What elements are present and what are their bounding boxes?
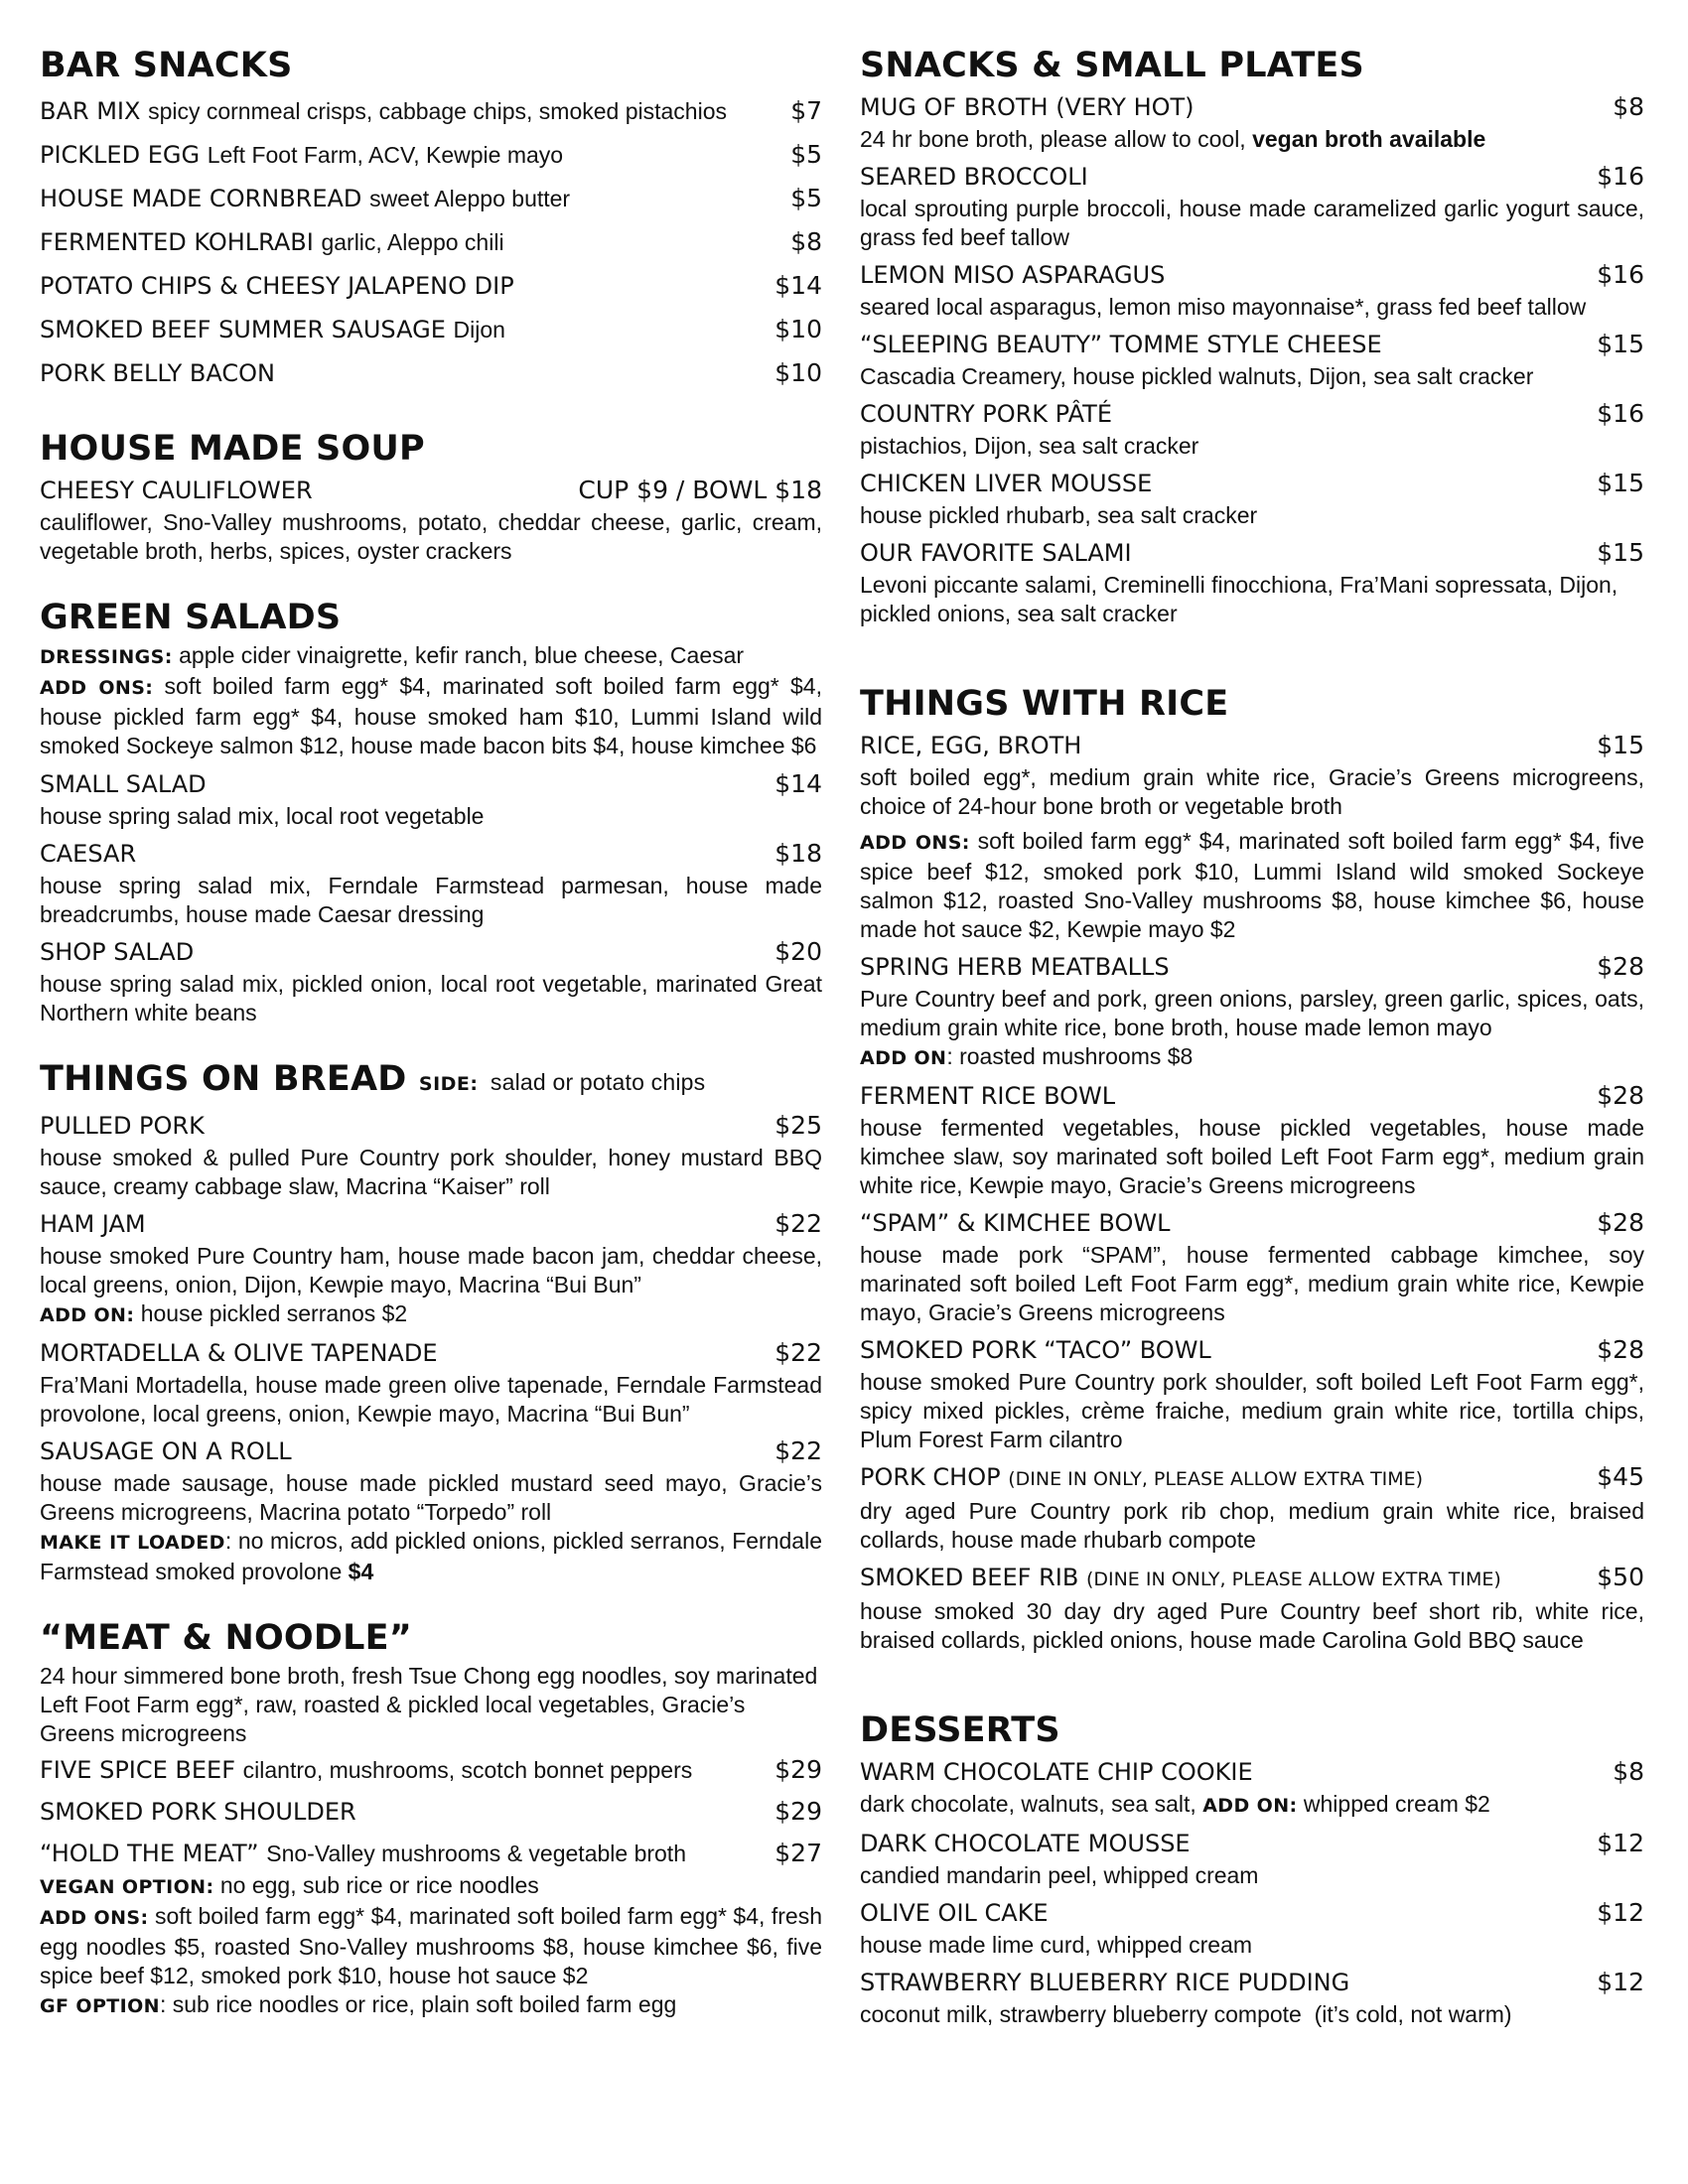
item-name: “SLEEPING BEAUTY” TOMME STYLE CHEESE <box>860 331 1382 358</box>
noodle-section <box>40 1616 822 2021</box>
menu-item <box>40 177 822 220</box>
item-name: POTATO CHIPS & CHEESY JALAPENO DIP <box>40 272 514 300</box>
item-price: $29 <box>774 1797 822 1826</box>
gf-label: GF OPTION <box>40 1995 160 2017</box>
item-description: house fermented vegetables, house pickled vegetables, house made kimchee slaw, soy marinated soft boiled Left Foot Farm egg*, medium grain white rice, Kewpie mayo, Gracie’s Greens microgreens <box>860 1115 1644 1198</box>
item-description: pistachios, Dijon, sea salt cracker <box>860 433 1199 459</box>
item-name: LEMON MISO ASPARAGUS <box>860 261 1166 289</box>
item-description: house smoked Pure Country pork shoulder, soft boiled Left Foot Farm egg*, spicy mixed pickles, crème fraiche, medium grain white rice, tortilla chips, Plum Forest Farm cilantro <box>860 1369 1644 1452</box>
item-price: $22 <box>774 1436 822 1465</box>
section-title: DESSERTS <box>860 1710 1060 1750</box>
menu-item <box>860 1965 1644 2029</box>
item-name: COUNTRY PORK PÂTÉ <box>860 400 1112 428</box>
item-inline-desc: Sno-Valley mushrooms & vegetable broth <box>266 1841 686 1866</box>
menu-item <box>860 1826 1644 1890</box>
item-price: $15 <box>1597 731 1644 759</box>
item-name: SMOKED PORK SHOULDER <box>40 1798 356 1826</box>
item-price: $27 <box>774 1839 822 1867</box>
menu-item <box>40 934 822 1027</box>
section-title: GREEN SALADS <box>40 598 342 637</box>
menu-item <box>860 1332 1644 1454</box>
note-label: ADD ON <box>860 1047 947 1069</box>
vegan-text: no egg, sub rice or rice noodles <box>219 1872 539 1898</box>
item-description: seared local asparagus, lemon miso mayonnaise*, grass fed beef tallow <box>860 294 1587 320</box>
item-name: PULLED PORK <box>40 1112 205 1140</box>
item-name: “SPAM” & KIMCHEE BOWL <box>860 1209 1171 1237</box>
item-description: house made pork “SPAM”, house fermented cabbage kimchee, soy marinated soft boiled Left Foot Farm egg*, medium grain white rice, Kewpie mayo, Gracie’s Greens microgreens <box>860 1242 1644 1325</box>
menu-item <box>40 264 822 308</box>
menu-item <box>40 1108 822 1201</box>
item-price: $15 <box>1597 469 1644 497</box>
menu-item <box>860 1560 1644 1655</box>
note-price: $4 <box>348 1559 374 1584</box>
item-name: FIVE SPICE BEEF <box>40 1756 236 1784</box>
item-price: $25 <box>774 1111 822 1140</box>
menu-item <box>40 766 822 831</box>
item-price: $15 <box>1597 330 1644 358</box>
menu-item <box>860 1459 1644 1555</box>
dressings-note <box>40 641 822 672</box>
bar-snacks-section <box>40 44 822 395</box>
item-inline-desc: sweet Aleppo butter <box>369 186 571 211</box>
item-price: CUP $9 / BOWL $18 <box>578 476 822 504</box>
item-description <box>860 1790 1644 1821</box>
item-name: SAUSAGE ON A ROLL <box>40 1437 292 1465</box>
item-name: MUG OF BROTH (VERY HOT) <box>860 93 1195 121</box>
note-text: : no micros, add pickled onions, pickled serranos, Ferndale Farmstead smoked provolone <box>40 1528 822 1584</box>
section-intro: 24 hour simmered bone broth, fresh Tsue Chong egg noodles, soy marinated Left Foot Farm egg*, raw, roasted & pickled local vegetables, Gracie’s Greens microgreens <box>40 1663 818 1746</box>
section-title: HOUSE MADE SOUP <box>40 429 425 469</box>
item-description: house spring salad mix, Ferndale Farmstead parmesan, house made breadcrumbs, house made Caesar dressing <box>40 873 822 927</box>
menu-item <box>860 466 1644 530</box>
item-price: $12 <box>1597 1968 1644 1996</box>
item-description: house spring salad mix, local root vegetable <box>40 803 485 829</box>
note-label: MAKE IT LOADED <box>40 1532 225 1554</box>
menu-item <box>40 1335 822 1429</box>
item-inline-desc: spicy cornmeal crisps, cabbage chips, smoked pistachios <box>148 98 727 124</box>
menu-item <box>860 327 1644 391</box>
item-price: $12 <box>1597 1898 1644 1927</box>
note-label: ADD ON: <box>40 1304 135 1326</box>
item-price: $22 <box>774 1209 822 1238</box>
item-name: CHEESY CAULIFLOWER <box>40 477 313 504</box>
menu-item <box>860 1205 1644 1327</box>
item-name: PICKLED EGG <box>40 141 201 169</box>
item-name: OUR FAVORITE SALAMI <box>860 539 1132 567</box>
item-name: RICE, EGG, BROTH <box>860 732 1082 759</box>
menu-item <box>860 1078 1644 1200</box>
rice-section <box>860 682 1644 1655</box>
menu-item <box>40 220 822 264</box>
item-inline-desc: garlic, Aleppo chili <box>321 229 504 255</box>
item-price: $28 <box>1597 952 1644 981</box>
addons-text: soft boiled farm egg* $4, marinated soft boiled farm egg* $4, house pickled farm egg* $4, house smoked ham $10, Lummi Island wild smoked Sockeye salmon $12, house made bacon bits $4, house kimchee $6 <box>40 673 822 758</box>
addons-label: ADD ONS: <box>40 1907 149 1929</box>
item-price: $16 <box>1597 162 1644 191</box>
item-name: WARM CHOCOLATE CHIP COOKIE <box>860 1758 1253 1786</box>
item-price: $12 <box>1597 1829 1644 1857</box>
section-title-text: THINGS ON BREAD <box>40 1059 407 1099</box>
desc-text: dark chocolate, walnuts, sea salt, <box>860 1791 1196 1817</box>
vegan-label: VEGAN OPTION: <box>40 1876 214 1898</box>
item-name: SEARED BROCCOLI <box>860 163 1088 191</box>
menu-item <box>40 1752 822 1788</box>
item-price: $20 <box>774 937 822 966</box>
item-inline-desc: Dijon <box>453 317 505 342</box>
section-title: THINGS WITH RICE <box>860 684 1229 724</box>
section-title <box>40 1057 822 1106</box>
item-price: $16 <box>1597 399 1644 428</box>
item-description: coconut milk, strawberry blueberry compote (it’s cold, not warm) <box>860 2001 1512 2027</box>
item-description: Pure Country beef and pork, green onions, parsley, green garlic, spices, oats, medium grain white rice, bone broth, house made lemon mayo <box>860 986 1644 1040</box>
item-name: PORK BELLY BACON <box>40 359 275 387</box>
item-qualifier: (DINE IN ONLY, PLEASE ALLOW EXTRA TIME) <box>1008 1468 1424 1490</box>
menu-item <box>40 1794 822 1830</box>
item-description: Fra’Mani Mortadella, house made green olive tapenade, Ferndale Farmstead provolone, local greens, onion, Kewpie mayo, Macrina “Bui Bun” <box>40 1372 822 1427</box>
note-text: : roasted mushrooms $8 <box>946 1043 1194 1069</box>
menu-item <box>860 396 1644 461</box>
item-name: STRAWBERRY BLUEBERRY RICE PUDDING <box>860 1969 1350 1996</box>
item-price: $28 <box>1597 1081 1644 1110</box>
section-title: “MEAT & NOODLE” <box>40 1618 412 1658</box>
item-name: FERMENTED KOHLRABI <box>40 228 314 256</box>
item-name: PORK CHOP <box>860 1463 1001 1491</box>
item-description: local sprouting purple broccoli, house made caramelized garlic yogurt sauce, grass fed beef tallow <box>860 196 1644 250</box>
right-column <box>860 44 1644 2034</box>
addons-note <box>40 1902 822 1990</box>
item-name: DARK CHOCOLATE MOUSSE <box>860 1830 1191 1857</box>
desserts-section <box>860 1708 1644 2029</box>
item-name: CAESAR <box>40 840 137 868</box>
desc-bold: vegan broth available <box>1252 126 1486 152</box>
item-price: $5 <box>790 184 822 212</box>
item-name: SPRING HERB MEATBALLS <box>860 953 1170 981</box>
addons-text: soft boiled farm egg* $4, marinated soft boiled farm egg* $4, fresh egg noodles $5, roasted Sno-Valley mushrooms $8, house kimchee $6, five spice beef $12, smoked pork $10, house hot sauce $2 <box>40 1903 822 1988</box>
item-description: Cascadia Creamery, house pickled walnuts, Dijon, sea salt cracker <box>860 363 1534 389</box>
item-price: $50 <box>1597 1563 1644 1591</box>
item-name: SMOKED BEEF RIB <box>860 1564 1079 1591</box>
item-price: $14 <box>774 271 822 300</box>
menu-item <box>860 728 1644 944</box>
vegan-option <box>40 1871 822 1902</box>
item-inline-desc: Left Foot Farm, ACV, Kewpie mayo <box>207 142 564 168</box>
salads-section <box>40 596 822 1027</box>
item-price: $7 <box>790 96 822 125</box>
dressings-text: apple cider vinaigrette, kefir ranch, blue cheese, Caesar <box>179 642 745 668</box>
menu-item <box>40 133 822 177</box>
item-price: $8 <box>790 227 822 256</box>
menu-item <box>40 308 822 351</box>
small-plates-section <box>860 44 1644 628</box>
menu-item <box>860 159 1644 252</box>
menu-item <box>40 1206 822 1330</box>
desc-label: ADD ON: <box>1202 1795 1298 1817</box>
item-description: house made lime curd, whipped cream <box>860 1932 1253 1958</box>
item-note <box>40 1299 822 1330</box>
item-name: HOUSE MADE CORNBREAD <box>40 185 362 212</box>
menu-item <box>40 836 822 929</box>
item-price: $14 <box>774 769 822 798</box>
item-description: candied mandarin peel, whipped cream <box>860 1862 1259 1888</box>
item-price: $5 <box>790 140 822 169</box>
side-label: SIDE: <box>418 1073 479 1095</box>
addons-note <box>40 672 822 760</box>
item-name: OLIVE OIL CAKE <box>860 1899 1049 1927</box>
item-price: $28 <box>1597 1335 1644 1364</box>
gf-option <box>40 1990 822 2021</box>
soup-section <box>40 427 822 566</box>
bread-section <box>40 1057 822 1586</box>
item-price: $15 <box>1597 538 1644 567</box>
item-price: $8 <box>1613 92 1644 121</box>
addons-label: ADD ONS: <box>40 677 154 699</box>
item-name: MORTADELLA & OLIVE TAPENADE <box>40 1339 438 1367</box>
item-name: FERMENT RICE BOWL <box>860 1082 1116 1110</box>
item-description: house smoked & pulled Pure Country pork shoulder, honey mustard BBQ sauce, creamy cabbage slaw, Macrina “Kaiser” roll <box>40 1145 822 1199</box>
item-description <box>860 125 1644 154</box>
dressings-label: DRESSINGS: <box>40 646 173 668</box>
item-qualifier: (DINE IN ONLY, PLEASE ALLOW EXTRA TIME) <box>1085 1569 1501 1590</box>
item-description: soft boiled egg*, medium grain white rice, Gracie’s Greens microgreens, choice of 24-hour bone broth or vegetable broth <box>860 764 1644 819</box>
side-text: salad or potato chips <box>490 1069 706 1095</box>
item-price: $28 <box>1597 1208 1644 1237</box>
item-name: SMALL SALAD <box>40 770 207 798</box>
item-description: house smoked 30 day dry aged Pure Country beef short rib, white rice, braised collards, pickled onions, house made Carolina Gold BBQ sauce <box>860 1598 1644 1653</box>
note-text: house pickled serranos $2 <box>140 1300 408 1326</box>
menu-item <box>40 473 822 508</box>
item-note <box>40 1527 822 1586</box>
item-name: “HOLD THE MEAT” <box>40 1840 259 1867</box>
menu-item <box>860 257 1644 322</box>
item-price: $10 <box>774 315 822 343</box>
item-note <box>860 1042 1644 1073</box>
item-name: SMOKED PORK “TACO” BOWL <box>860 1336 1211 1364</box>
item-description: Levoni piccante salami, Creminelli finocchiona, Fra’Mani sopressata, Dijon, pickled onions, sea salt cracker <box>860 572 1618 626</box>
item-note <box>860 827 1644 944</box>
menu-item <box>860 1754 1644 1821</box>
menu-item <box>40 89 822 133</box>
item-price: $29 <box>774 1755 822 1784</box>
menu-item <box>40 1836 822 1871</box>
item-inline-desc: cilantro, mushrooms, scotch bonnet peppers <box>242 1757 693 1783</box>
item-description: house spring salad mix, pickled onion, local root vegetable, marinated Great Northern white beans <box>40 971 822 1025</box>
item-description: house pickled rhubarb, sea salt cracker <box>860 502 1258 528</box>
item-price: $16 <box>1597 260 1644 289</box>
item-name: CHICKEN LIVER MOUSSE <box>860 470 1153 497</box>
note-label: ADD ONS: <box>860 832 970 854</box>
menu-item <box>860 1895 1644 1960</box>
item-name: HAM JAM <box>40 1210 146 1238</box>
item-price: $22 <box>774 1338 822 1367</box>
desc-text: 24 hr bone broth, please allow to cool, <box>860 126 1246 152</box>
gf-text: : sub rice noodles or rice, plain soft boiled farm egg <box>159 1991 677 2017</box>
left-column <box>40 44 822 2021</box>
item-price: $18 <box>774 839 822 868</box>
item-description: house smoked Pure Country ham, house made bacon jam, cheddar cheese, local greens, onion, Dijon, Kewpie mayo, Macrina “Bui Bun” <box>40 1243 822 1297</box>
item-price: $45 <box>1597 1462 1644 1491</box>
item-description: house made sausage, house made pickled mustard seed mayo, Gracie’s Greens microgreens, Macrina potato “Torpedo” roll <box>40 1470 822 1525</box>
item-description: dry aged Pure Country pork rib chop, medium grain white rice, braised collards, house made rhubarb compote <box>860 1498 1644 1553</box>
item-name: SHOP SALAD <box>40 938 195 966</box>
menu-item <box>860 89 1644 154</box>
menu-item <box>40 1433 822 1586</box>
section-title: SNACKS & SMALL PLATES <box>860 46 1364 85</box>
section-title: BAR SNACKS <box>40 46 293 85</box>
item-price: $8 <box>1613 1757 1644 1786</box>
menu-item <box>860 949 1644 1073</box>
item-price: $10 <box>774 358 822 387</box>
desc-after: whipped cream $2 <box>1303 1791 1490 1817</box>
item-name: BAR MIX <box>40 97 141 125</box>
item-name: SMOKED BEEF SUMMER SAUSAGE <box>40 316 446 343</box>
note-text: soft boiled farm egg* $4, marinated soft boiled farm egg* $4, five spice beef $12, smoked pork $10, Lummi Island wild smoked Sockeye salmon $12, roasted Sno-Valley mushrooms $8, house kimchee $6, house made hot sauce $2, Kewpie mayo $2 <box>860 828 1645 942</box>
item-description: cauliflower, Sno-Valley mushrooms, potato, cheddar cheese, garlic, cream, vegetable broth, herbs, spices, oyster crackers <box>40 509 822 564</box>
menu-item <box>40 351 822 395</box>
menu-item <box>860 535 1644 628</box>
